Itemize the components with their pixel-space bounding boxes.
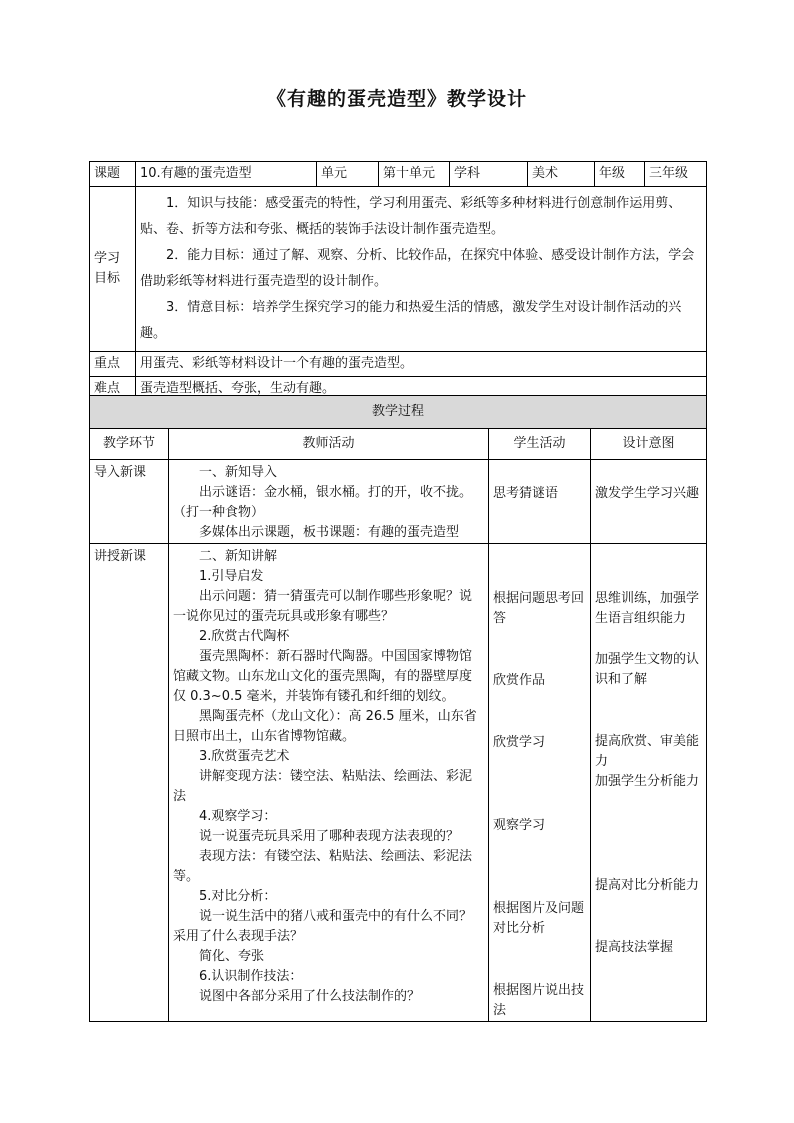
objectives-label-line1: 学习	[94, 251, 121, 266]
teacher-line: 多媒体出示课题，板书课题：有趣的蛋壳造型	[199, 525, 460, 540]
intro-teacher	[169, 460, 489, 544]
intro-row	[90, 460, 707, 544]
teacher-line: 出示谜语：金水桶，银水桶。打的开，收不拢。（打一种食物）	[173, 485, 473, 520]
grade-label: 年级	[595, 162, 645, 187]
grade-value: 三年级	[645, 162, 707, 187]
difficulty-value: 蛋壳造型概括、夸张，生动有趣。	[136, 377, 707, 402]
key-point-row	[90, 352, 707, 377]
objectives-content	[136, 187, 707, 352]
process-banner: 教学过程	[90, 396, 707, 429]
info-row	[90, 162, 707, 187]
student-activity: 思考猜谜语	[493, 486, 559, 501]
objective-item: 1．知识与技能：感受蛋壳的特性，学习利用蛋壳、彩纸等多种材料进行创意制作运用剪、贴、卷、折等方法和夸张、概括的装饰手法设计制作蛋壳造型。	[140, 196, 682, 237]
unit-label: 单元	[317, 162, 379, 187]
teacher-line: 3.欣赏蛋壳艺术	[199, 749, 290, 764]
teacher-line: 表现方法：有镂空法、粘贴法、绘画法、彩泥法等。	[173, 849, 473, 884]
course-info-table	[89, 161, 707, 402]
header-stage: 教学环节	[90, 429, 169, 460]
main-student	[489, 544, 591, 1022]
design-intent: 激发学生学习兴趣	[595, 486, 700, 501]
design-intent: 提高对比分析能力	[595, 878, 700, 893]
student-activity: 欣赏作品	[493, 673, 546, 688]
student-activity: 根据图片及问题对比分析	[493, 901, 585, 936]
teacher-line: 1.引导启发	[199, 569, 264, 584]
teacher-line: 一、新知导入	[199, 465, 278, 480]
header-teacher: 教师活动	[169, 429, 489, 460]
design-intent: 加强学生文物的认识和了解	[595, 652, 700, 687]
process-banner-row	[90, 396, 707, 429]
teacher-line: 5.对比分析：	[199, 889, 277, 904]
key-point-label: 重点	[90, 352, 136, 377]
subject-label: 学科	[450, 162, 528, 187]
topic-value: 10.有趣的蛋壳造型	[136, 162, 317, 187]
topic-label: 课题	[90, 162, 136, 187]
teaching-process-table	[89, 395, 707, 1022]
student-activity: 欣赏学习	[493, 735, 546, 750]
header-student: 学生活动	[489, 429, 591, 460]
teacher-line: 蛋壳黑陶杯：新石器时代陶器。中国国家博物馆馆藏文物。山东龙山文化的蛋壳黑陶，有的器壁厚度仅 0.3~0.5 毫米，并装饰有镂孔和纤细的划纹。	[173, 649, 473, 704]
document-title: 《有趣的蛋壳造型》教学设计	[266, 88, 527, 110]
intro-stage: 导入新课	[90, 460, 169, 544]
teacher-line: 说图中各部分采用了什么技法制作的？	[199, 989, 421, 1004]
design-intent: 提高技法掌握	[595, 940, 674, 955]
objectives-row	[90, 187, 707, 352]
subject-value: 美术	[528, 162, 595, 187]
teacher-line: 6.认识制作技法：	[199, 969, 303, 984]
design-intent: 提高欣赏、审美能力	[595, 734, 700, 769]
teacher-line: 讲解变现方法：镂空法、粘贴法、绘画法、彩泥法	[173, 769, 473, 804]
teacher-line: 说一说蛋壳玩具采用了哪种表现方法表现的？	[199, 829, 460, 844]
header-intent: 设计意图	[591, 429, 707, 460]
main-row	[90, 544, 707, 1022]
teacher-line: 2.欣赏古代陶杯	[199, 629, 290, 644]
teacher-line: 出示问题：猜一猜蛋壳可以制作哪些形象呢？说一说你见过的蛋壳玩具或形象有哪些？	[173, 589, 473, 624]
teacher-line: 简化、夸张	[199, 949, 265, 964]
process-header-row	[90, 429, 707, 460]
main-intent	[591, 544, 707, 1022]
intro-intent	[591, 460, 707, 544]
main-stage: 讲授新课	[90, 544, 169, 1022]
design-intent: 思维训练，加强学生语言组织能力	[595, 591, 700, 626]
student-activity: 观察学习	[493, 818, 546, 833]
student-activity: 根据图片说出技法	[493, 983, 585, 1018]
difficulty-label: 难点	[90, 377, 136, 402]
design-intent: 加强学生分析能力	[595, 774, 700, 789]
student-activity: 根据问题思考回答	[493, 591, 585, 626]
key-point-value: 用蛋壳、彩纸等材料设计一个有趣的蛋壳造型。	[136, 352, 707, 377]
teacher-line: 说一说生活中的猪八戒和蛋壳中的有什么不同？采用了什么表现手法？	[173, 909, 473, 944]
intro-student	[489, 460, 591, 544]
objective-item: 2．能力目标：通过了解、观察、分析、比较作品，在探究中体验、感受设计制作方法，学会借助彩纸等材料进行蛋壳造型的设计制作。	[140, 248, 695, 289]
objectives-label	[90, 187, 136, 352]
objective-item: 3．情意目标：培养学生探究学习的能力和热爱生活的情感，激发学生对设计制作活动的兴趣。	[140, 300, 682, 341]
teacher-line: 二、新知讲解	[199, 549, 278, 564]
objectives-label-line2: 目标	[94, 271, 121, 286]
teacher-line: 4.观察学习：	[199, 809, 277, 824]
unit-value: 第十单元	[379, 162, 450, 187]
teacher-line: 黑陶蛋壳杯（龙山文化）：高 26.5 厘米，山东省日照市出土，山东省博物馆藏。	[173, 709, 477, 744]
main-teacher	[169, 544, 489, 1022]
